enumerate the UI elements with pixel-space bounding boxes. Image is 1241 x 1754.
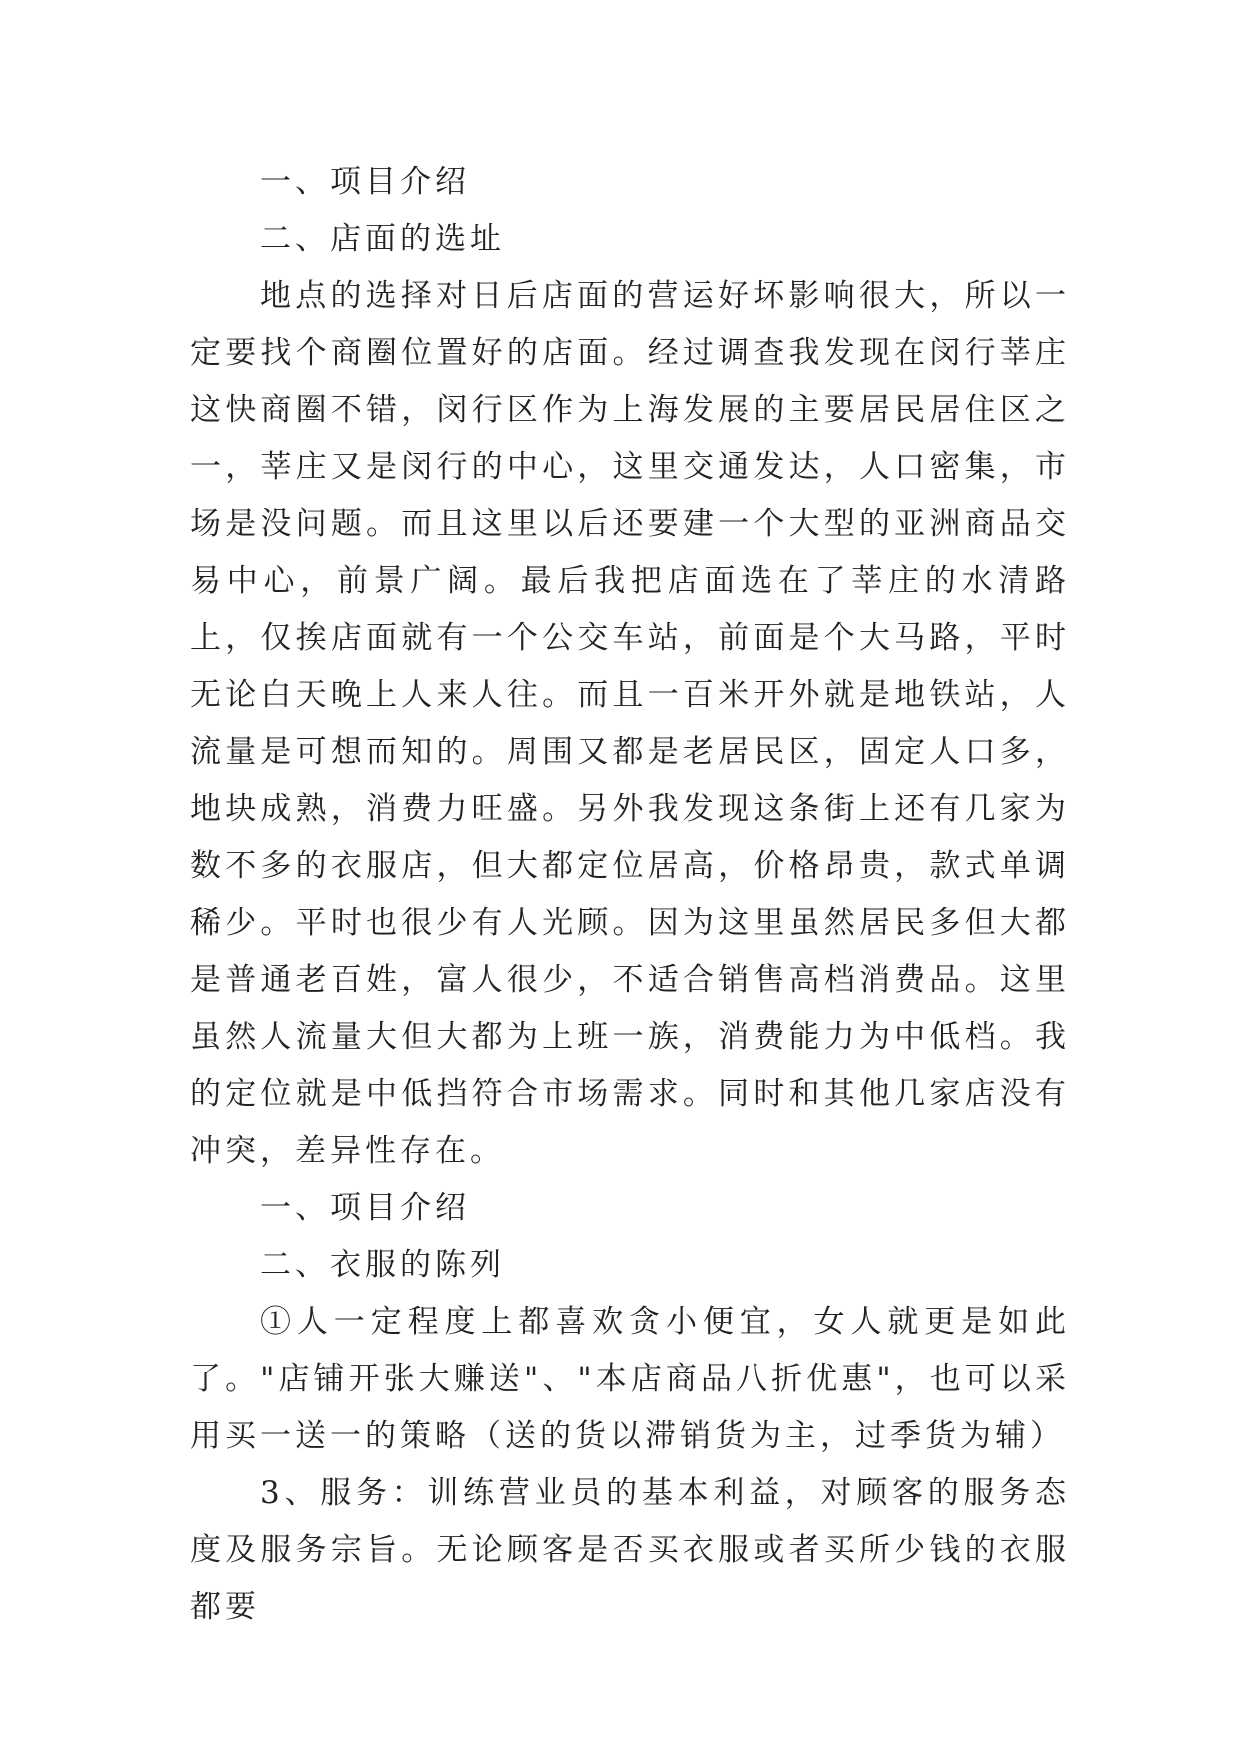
section-heading-project-intro-2: 一、项目介绍 <box>260 1190 470 1226</box>
section-heading-store-location: 二、店面的选址 <box>260 221 505 257</box>
paragraph-service: 3、服务：训练营业员的基本利益，对顾客的服务态度及服务宗旨。无论顾客是否买衣服或者买所少钱的衣服都要 <box>190 1475 1070 1625</box>
section-heading-clothing-display: 二、衣服的陈列 <box>260 1247 505 1283</box>
paragraph-location-analysis: 地点的选择对日后店面的营运好坏影响很大，所以一定要找个商圈位置好的店面。经过调查我发现在闵行莘庄这快商圈不错，闵行区作为上海发展的主要居民居住区之一，莘庄又是闵行的中心，这里交通发达，人口密集，市场是没问题。而且这里以后还要建一个大型的亚洲商品交易中心，前景广阔。最后我把店面选在了莘庄的水清路上，仅挨店面就有一个公交车站，前面是个大马路，平时无论白天晚上人来人往。而且一百米开外就是地铁站，人流量是可想而知的。周围又都是老居民区，固定人口多，地块成熟，消费力旺盛。另外我发现这条街上还有几家为数不多的衣服店，但大都定位居高，价格昂贵，款式单调稀少。平时也很少有人光顾。因为这里虽然居民多但大都是普通老百姓，富人很少，不适合销售高档消费品。这里虽然人流量大但大都为上班一族，消费能力为中低档。我的定位就是中低挡符合市场需求。同时和其他几家店没有冲突，差异性存在。 <box>190 278 1070 1169</box>
section-heading-project-intro: 一、项目介绍 <box>260 164 470 200</box>
paragraph-promotion: ①人一定程度上都喜欢贪小便宜，女人就更是如此了。"店铺开张大赚送"、"本店商品八折优惠"，也可以采用买一送一的策略（送的货以滞销货为主，过季货为辅） <box>190 1304 1070 1454</box>
document-body <box>190 154 1070 1636</box>
